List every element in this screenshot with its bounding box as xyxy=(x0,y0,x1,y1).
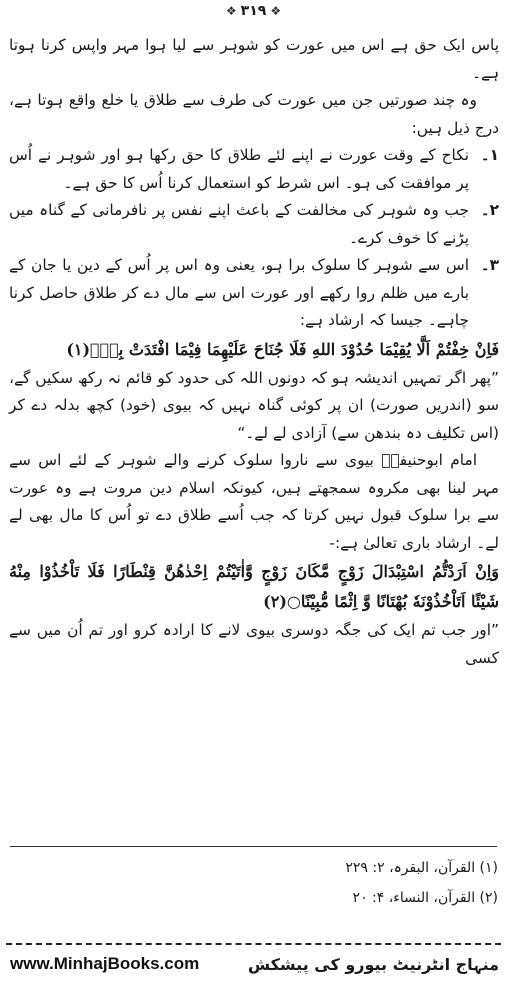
list-number: ۳۔ xyxy=(480,256,499,274)
website-link[interactable]: www.MinhajBooks.com xyxy=(10,954,200,973)
list-item xyxy=(9,142,499,197)
list-number: ۱۔ xyxy=(480,146,499,164)
body-text xyxy=(9,32,499,672)
list-text: نکاح کے وقت عورت نے اپنے لئے طلاق کا حق رکھا ہو اور شوہر نے اُس پر موافقت کی ہو۔ اس شرط کو استعمال کرنا اُس کا حق ہے۔ xyxy=(9,146,469,192)
verse-translation: ”اور جب تم ایک کی جگہ دوسری بیوی لانے کا ارادہ کرو اور تم اُن میں سے کسی xyxy=(9,621,499,667)
paragraph: وہ چند صورتیں جن میں عورت کی طرف سے طلاق یا خلع واقع ہوتا ہے، درج ذیل ہیں: xyxy=(9,91,499,137)
footnote-divider xyxy=(10,846,497,847)
page-number-text: ۳۱۹ xyxy=(240,3,267,19)
paragraph: امام ابوحنیفہؒ بیوی سے ناروا سلوک کرنے والے شوہر کے لئے اس سے مہر لینا بھی مکروہ سمجھتے ہیں، کیونکہ اسلام دین مروت ہے وہ عورت سے برا سلوک قبول نہیں کرتا کہ جب اُسے طلاق دے تو اُس کا مال بھی لے لے۔ ارشاد باری تعالیٰ ہے:- xyxy=(9,451,499,552)
list-text: اس سے شوہر کا سلوک برا ہو، یعنی وہ اس پر اُس کے دین یا جان کے بارے میں ظلم روا رکھے اور عورت اس سے مال دے کر طلاق حاصل کرنا چاہے۔ جیسا کہ ارشاد ہے: xyxy=(9,256,469,329)
quran-verse: فَاِنْ خِفْتُمْ اَلَّا يُقِيْمَا حُدُوْدَ اللهِ فَلَا جُنَاحَ عَلَيْهِمَا فِيْمَا افْتَدَتْ بِهٖ۔(۱) xyxy=(66,339,499,359)
quran-verse: وَاِنْ اَرَدْتُّمُ اسْتِبْدَالَ زَوْجٍ مَّكَانَ زَوْجٍ وَّاٰتَيْتُمْ اِحْدٰهُنَّ قِنْطَارًا فَلَا تَاْخُذُوْا مِنْهُ شَيْئًا اَتَاْخُذُوْنَهٗ بُهْتَانًا وَّ اِثْمًا مُّبِيْنًا○(۲) xyxy=(9,562,499,611)
footnote: (۱) القرآن، البقرہ، ۲: ۲۲۹ xyxy=(345,860,498,876)
list-text: جب وہ شوہر کی مخالفت کے باعث اپنے نفس پر نافرمانی کے گناہ میں پڑنے کا خوف کرے۔ xyxy=(9,201,469,247)
publisher-brand: منہاج انٹرنیٹ بیورو کی پیشکش xyxy=(247,954,499,974)
footer-divider xyxy=(6,943,501,945)
footer xyxy=(10,952,499,976)
ornament-icon: ❖ xyxy=(225,4,237,18)
list-number: ۲۔ xyxy=(480,201,499,219)
ornament-icon: ❖ xyxy=(270,4,282,18)
verse-translation: ”پھر اگر تمہیں اندیشہ ہو کہ دونوں اللہ کی حدود کو قائم نہ رکھ سکیں گے، سو (اندریں صورت) ان پر کوئی گناہ نہیں کہ بیوی (خود) کچھ بدلہ دے کر (اس تکلیف دہ بندھن سے) آزادی لے لے۔“ xyxy=(9,368,499,442)
footnotes xyxy=(9,853,498,913)
list-item xyxy=(9,252,499,335)
paragraph: پاس ایک حق ہے اس میں عورت کو شوہر سے لیا ہوا مہر واپس کرنا ہوتا ہے۔ xyxy=(9,36,499,82)
list-item xyxy=(9,197,499,252)
page-number xyxy=(0,3,507,19)
footnote: (۲) القرآن، النساء، ۴: ۲۰ xyxy=(352,890,498,906)
